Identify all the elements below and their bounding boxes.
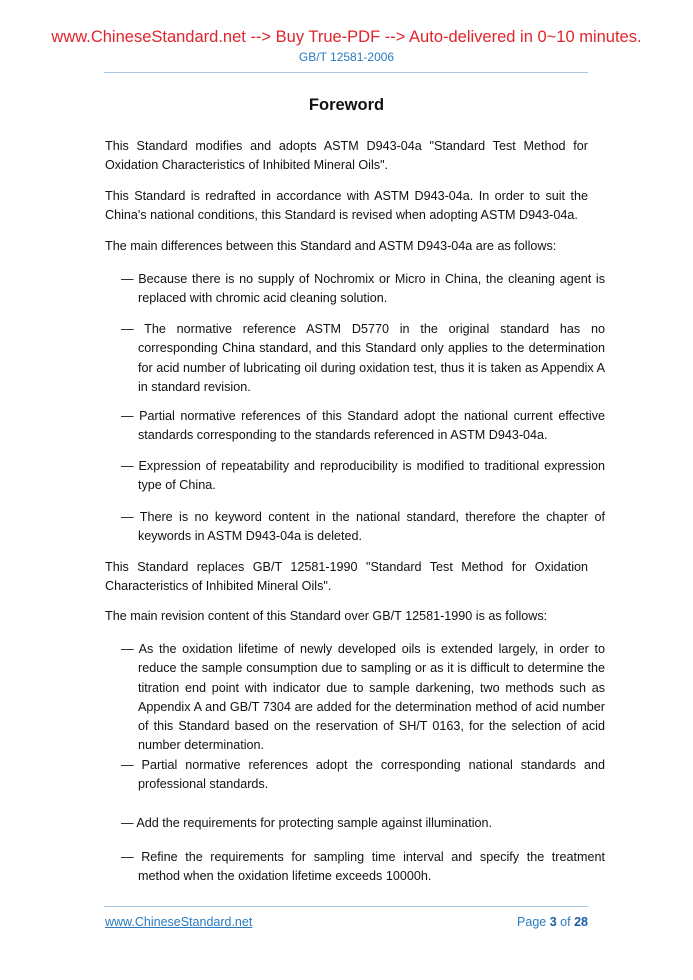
paragraph: This Standard modifies and adopts ASTM D943-04a "Standard Test Method for Oxidation Characteristics of Inhibited Mineral Oils". (105, 139, 588, 173)
list-item: — Refine the requirements for sampling time interval and specify the treatment method when the oxidation lifetime exceeds 10000h. (121, 850, 605, 884)
current-page: 3 (549, 915, 557, 929)
page-prefix: Page (517, 915, 547, 929)
paragraph: The main revision content of this Standard over GB/T 12581-1990 is as follows: (105, 609, 548, 623)
paragraph: This Standard replaces GB/T 12581-1990 "Standard Test Method for Oxidation Characteristics of Inhibited Mineral Oils". (105, 560, 588, 594)
list-item: — As the oxidation lifetime of newly developed oils is extended largely, in order to reduce the sample consumption due to sampling or as it is difficult to determine the titration end point with indicator due to sample darkening, two methods such as Appendix A and GB/T 7304 are added for the determination method of acid number of this Standard based on the reservation of SH/T 0163, for the selection of acid number determination. (121, 642, 605, 753)
header-divider (104, 72, 588, 73)
page-number (517, 915, 588, 929)
list-item: — There is no keyword content in the national standard, therefore the chapter of keywords in ASTM D943-04a is deleted. (121, 510, 605, 544)
page-title: Foreword (308, 96, 385, 114)
paragraph: The main differences between this Standard and ASTM D943-04a are as follows: (105, 239, 557, 253)
footer-link[interactable]: www.ChineseStandard.net (105, 915, 253, 929)
standard-code: GB/T 12581-2006 (298, 50, 395, 64)
list-item: — Expression of repeatability and reproducibility is modified to traditional expression type of China. (121, 459, 605, 493)
page-of: of (560, 915, 571, 929)
list-item: — Partial normative references of this Standard adopt the national current effective standards corresponding to the standards referenced in ASTM D943-04a. (121, 409, 605, 443)
promo-banner[interactable]: www.ChineseStandard.net --> Buy True-PDF --> Auto-delivered in 0~10 minutes. (51, 28, 642, 46)
list-item: — Partial normative references adopt the corresponding national standards and professional standards. (121, 758, 605, 792)
paragraph: This Standard is redrafted in accordance with ASTM D943-04a. In order to suit the China's national conditions, this Standard is revised when adopting ASTM D943-04a. (105, 189, 588, 223)
footer-divider (104, 906, 588, 907)
list-item: — The normative reference ASTM D5770 in the original standard has no corresponding China standard, and this Standard only applies to the determination for acid number of lubricating oil during oxidation test, thus it is taken as Appendix A in standard revision. (121, 322, 605, 394)
list-item: — Because there is no supply of Nochromix or Micro in China, the cleaning agent is replaced with chromic acid cleaning solution. (121, 272, 605, 306)
list-item: — Add the requirements for protecting sample against illumination. (121, 816, 493, 830)
total-pages: 28 (574, 915, 588, 929)
